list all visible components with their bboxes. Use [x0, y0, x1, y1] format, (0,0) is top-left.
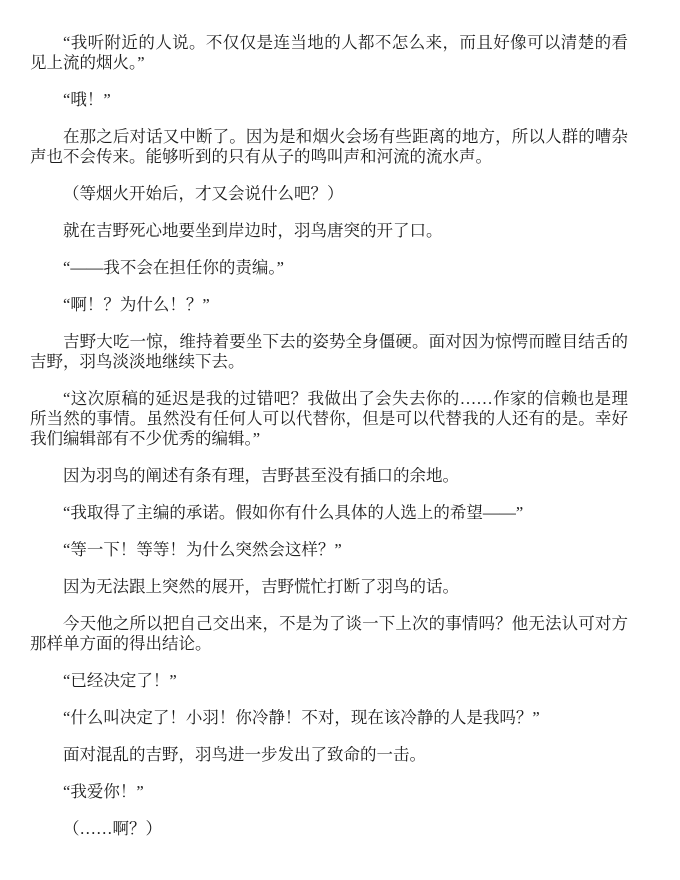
- paragraph: “这次原稿的延迟是我的过错吧？我做出了会失去你的……作家的信赖也是理所当然的事情。虽然没有任何人可以代替你，但是可以代替我的人还有的是。幸好我们编辑部有不少优秀的编辑。”: [30, 389, 628, 448]
- paragraph: “哦！”: [63, 90, 111, 109]
- paragraph: “啊！？为什么！？”: [63, 295, 210, 314]
- paragraph: “——我不会在担任你的责编。”: [63, 258, 284, 277]
- paragraph: “已经决定了！”: [63, 671, 177, 690]
- paragraph: 因为无法跟上突然的展开，吉野慌忙打断了羽鸟的话。: [63, 577, 459, 596]
- paragraph: “我听附近的人说。不仅仅是连当地的人都不怎么来，而且好像可以清楚的看见上流的烟火。”: [30, 33, 628, 72]
- paragraph: 就在吉野死心地要坐到岸边时，羽鸟唐突的开了口。: [63, 221, 443, 240]
- paragraph: “等一下！等等！为什么突然会这样？”: [63, 540, 342, 559]
- paragraph: 在那之后对话又中断了。因为是和烟火会场有些距离的地方，所以人群的嘈杂声也不会传来。能够听到的只有从子的鸣叫声和河流的流水声。: [30, 127, 628, 166]
- paragraph: （……啊？）: [63, 819, 162, 838]
- paragraph: 因为羽鸟的阐述有条有理，吉野甚至没有插口的余地。: [63, 466, 459, 485]
- paragraph: “我取得了主编的承诺。假如你有什么具体的人选上的希望——”: [63, 503, 524, 522]
- paragraph: （等烟火开始后，才又会说什么吧？）: [63, 184, 344, 203]
- paragraph: “我爱你！”: [63, 782, 144, 801]
- paragraph: 面对混乱的吉野，羽鸟进一步发出了致命的一击。: [63, 745, 426, 764]
- paragraph: 今天他之所以把自己交出来，不是为了谈一下上次的事情吗？他无法认可对方那样单方面的得出结论。: [30, 614, 628, 653]
- paragraph: “什么叫决定了！小羽！你冷静！不对，现在该冷静的人是我吗？”: [63, 708, 540, 727]
- paragraph: 吉野大吃一惊，维持着要坐下去的姿势全身僵硬。面对因为惊愕而瞠目结舌的吉野，羽鸟淡淡地继续下去。: [30, 332, 628, 371]
